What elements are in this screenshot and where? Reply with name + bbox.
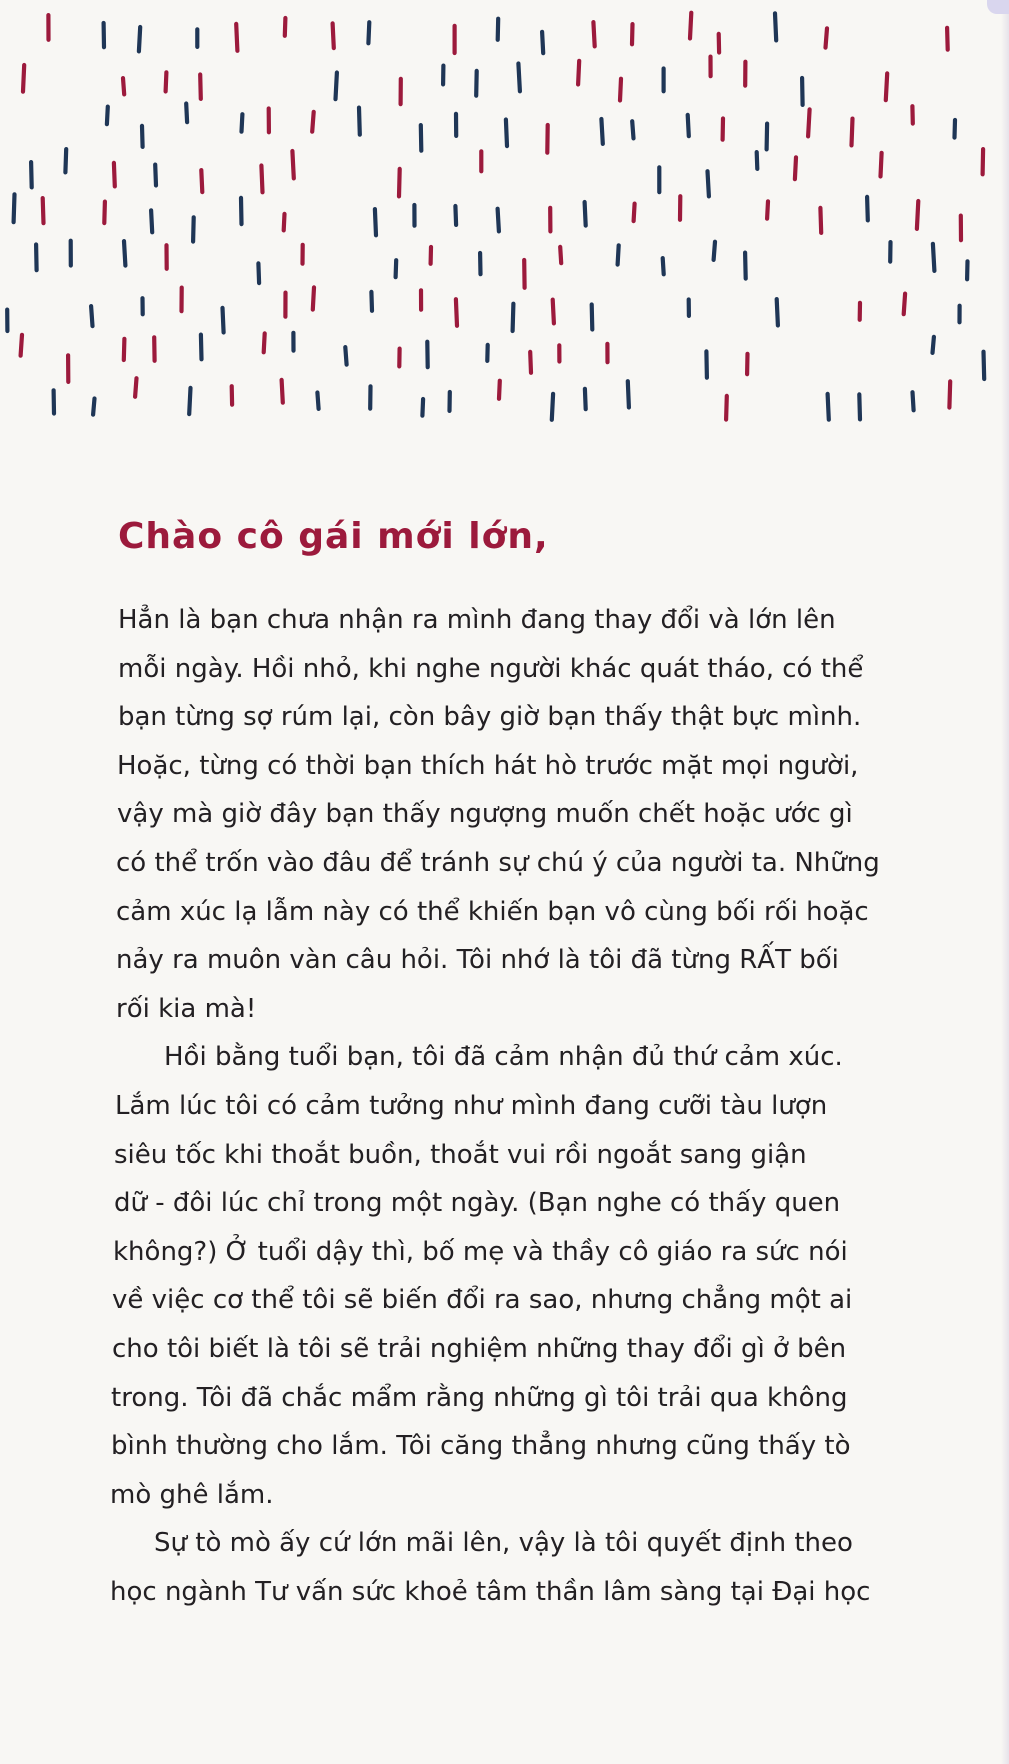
pattern-dash	[312, 112, 314, 132]
pattern-dash	[904, 294, 905, 315]
pattern-dash	[104, 202, 105, 224]
pattern-dash	[333, 23, 334, 48]
pattern-dash	[542, 32, 543, 53]
pattern-dash	[632, 24, 633, 44]
pattern-dash	[552, 394, 553, 420]
pattern-dash	[242, 114, 243, 132]
pattern-dash	[828, 394, 829, 420]
pattern-dash	[107, 107, 108, 125]
pattern-dash	[757, 152, 758, 169]
pattern-dash	[933, 337, 934, 353]
text-line: mỗi ngày. Hồi nhỏ, khi nghe người khác quát tháo, có thể	[118, 653, 864, 684]
pattern-dash	[21, 335, 22, 356]
pattern-dash	[955, 120, 956, 138]
pattern-dash	[881, 153, 882, 177]
pattern-dash	[375, 209, 376, 235]
pattern-dash	[506, 120, 507, 147]
pattern-dash	[201, 170, 202, 192]
decorative-dash-pattern	[0, 0, 1009, 450]
pattern-dash	[498, 19, 499, 40]
pattern-dash	[632, 121, 633, 138]
pattern-dash	[124, 241, 125, 266]
pattern-dash	[65, 149, 66, 172]
text-line: trong. Tôi đã chắc mẩm rằng những gì tôi trải qua không	[111, 1382, 848, 1413]
pattern-dash	[200, 75, 201, 99]
pattern-dash	[498, 209, 499, 232]
pattern-dash	[933, 244, 935, 271]
pattern-dash	[983, 149, 984, 174]
pattern-dash	[155, 165, 156, 186]
pattern-dash	[777, 299, 778, 325]
pattern-dash	[313, 287, 314, 309]
pattern-dash	[518, 64, 520, 92]
pattern-dash	[336, 73, 337, 100]
pattern-dash	[282, 380, 283, 403]
pattern-dash	[193, 217, 194, 241]
pattern-dash	[151, 210, 152, 232]
pattern-dash	[123, 78, 124, 94]
pattern-dash	[285, 18, 286, 36]
pattern-dash	[236, 24, 237, 51]
pattern-dash	[913, 392, 914, 410]
pattern-dash	[802, 78, 803, 105]
pattern-dash	[223, 308, 224, 333]
text-line: Lắm lúc tôi có cảm tưởng như mình đang cưỡi tàu lượn	[115, 1090, 828, 1121]
pattern-dash	[601, 119, 602, 144]
pattern-dash	[14, 194, 15, 222]
pattern-dash	[455, 206, 456, 225]
pattern-dash	[852, 119, 853, 146]
pattern-dash	[767, 124, 768, 150]
pattern-dash	[688, 115, 689, 136]
page-title: Chào cô gái mới lớn,	[118, 516, 549, 557]
pattern-dash	[947, 28, 948, 50]
pattern-dash	[142, 126, 143, 147]
text-line: Hồi bằng tuổi bạn, tôi đã cảm nhận đủ thứ cảm xúc.	[164, 1042, 843, 1073]
text-line: rối kia mà!	[116, 993, 257, 1024]
pattern-dash	[917, 201, 918, 229]
pattern-dash	[292, 151, 293, 178]
pattern-dash	[371, 292, 372, 311]
pattern-dash	[201, 335, 202, 360]
pattern-dash	[745, 253, 746, 279]
pattern-dash	[258, 263, 259, 283]
pattern-dash	[578, 61, 579, 85]
pattern-dash	[767, 201, 768, 218]
pattern-dash	[949, 381, 950, 407]
pattern-dash	[499, 381, 500, 399]
pattern-dash	[359, 108, 360, 135]
pattern-dash	[166, 72, 167, 91]
text-line: học ngành Tư vấn sức khoẻ tâm thần lâm sàng tại Đại học	[110, 1576, 871, 1607]
pattern-dash	[476, 71, 477, 96]
pattern-dash	[421, 125, 422, 151]
text-line: Hoặc, từng có thời bạn thích hát hò trước mặt mọi người,	[117, 750, 859, 781]
pattern-dash	[345, 347, 346, 365]
pattern-dash	[31, 162, 32, 187]
pattern-dash	[261, 166, 262, 193]
text-line: có thể trốn vào đâu để tránh sự chú ý của người ta. Những	[116, 847, 880, 878]
text-line: không?) Ở tuổi dậy thì, bố mẹ và thầy cô giáo ra sức nói	[113, 1236, 848, 1267]
pattern-dash	[808, 109, 810, 136]
body-text	[110, 596, 970, 1616]
pattern-dash	[317, 393, 318, 409]
pattern-dash	[399, 169, 400, 197]
pattern-dash	[368, 22, 369, 43]
pattern-dash	[585, 202, 586, 226]
pattern-dash	[186, 104, 187, 123]
pattern-dash	[456, 299, 457, 326]
pattern-dash	[984, 352, 985, 379]
text-line: Sự tò mò ấy cứ lớn mãi lên, vậy là tôi quyết định theo	[154, 1528, 853, 1559]
pattern-dash	[867, 197, 868, 221]
pattern-dash	[820, 208, 821, 233]
pattern-dash	[560, 247, 561, 263]
text-line: cho tôi biết là tôi sẽ trải nghiệm những thay đổi gì ở bên	[112, 1333, 847, 1364]
pattern-dash	[553, 300, 554, 324]
pattern-dash	[43, 198, 44, 223]
text-line: nảy ra muôn vàn câu hỏi. Tôi nhớ là tôi đã từng RẤT bối	[116, 945, 839, 976]
pattern-dash	[620, 79, 621, 101]
pattern-dash	[36, 245, 37, 271]
pattern-dash	[241, 198, 242, 224]
pattern-dash	[886, 73, 887, 100]
pattern-dash	[585, 389, 586, 409]
pattern-dash	[726, 396, 727, 420]
pattern-dash	[628, 381, 629, 407]
text-line: cảm xúc lạ lẫm này có thể khiến bạn vô cùng bối rối hoặc	[116, 896, 869, 927]
pattern-dash	[708, 171, 709, 196]
pattern-dash	[135, 378, 136, 397]
text-line: vậy mà giờ đây bạn thấy ngượng muốn chết hoặc ước gì	[117, 799, 853, 830]
pattern-dash	[714, 242, 715, 260]
pattern-dash	[530, 352, 531, 373]
pattern-dash	[592, 305, 593, 330]
text-line: Hẳn là bạn chưa nhận ra mình đang thay đổi và lớn lên	[118, 605, 836, 635]
pattern-dash	[23, 65, 24, 92]
pattern-dash	[618, 245, 619, 264]
pattern-dash	[93, 399, 94, 415]
pattern-dash	[422, 399, 423, 416]
pattern-dash	[396, 260, 397, 277]
text-line: dữ - đôi lúc chỉ trong một ngày. (Bạn nghe có thấy quen	[114, 1188, 841, 1219]
pattern-dash	[124, 339, 125, 360]
pattern-dash	[634, 204, 635, 222]
text-line: siêu tốc khi thoắt buồn, thoắt vui rồi ngoắt sang giận	[114, 1139, 807, 1170]
pattern-dash	[114, 163, 115, 187]
pattern-dash	[859, 394, 860, 419]
text-line: về việc cơ thể tôi sẽ biến đổi ra sao, nhưng chẳng một ai	[112, 1285, 853, 1316]
pattern-dash	[513, 304, 514, 331]
pattern-dash	[795, 157, 796, 179]
pattern-dash	[284, 214, 285, 231]
pattern-dash	[91, 306, 92, 326]
pattern-dash	[826, 28, 828, 47]
pattern-dash	[663, 258, 664, 274]
text-line: mò ghê lắm.	[110, 1479, 274, 1510]
pattern-dash	[775, 13, 776, 40]
pattern-dash	[189, 388, 190, 414]
pattern-dash	[690, 13, 691, 39]
pattern-dash	[264, 333, 265, 352]
text-line: bạn từng sợ rúm lại, còn bây giờ bạn thấy thật bực mình.	[118, 702, 862, 733]
pattern-dash	[706, 351, 707, 377]
pattern-dash	[593, 22, 594, 46]
pattern-dash	[139, 27, 140, 51]
text-line: bình thường cho lắm. Tôi căng thẳng nhưng cũng thấy tò	[111, 1431, 851, 1462]
